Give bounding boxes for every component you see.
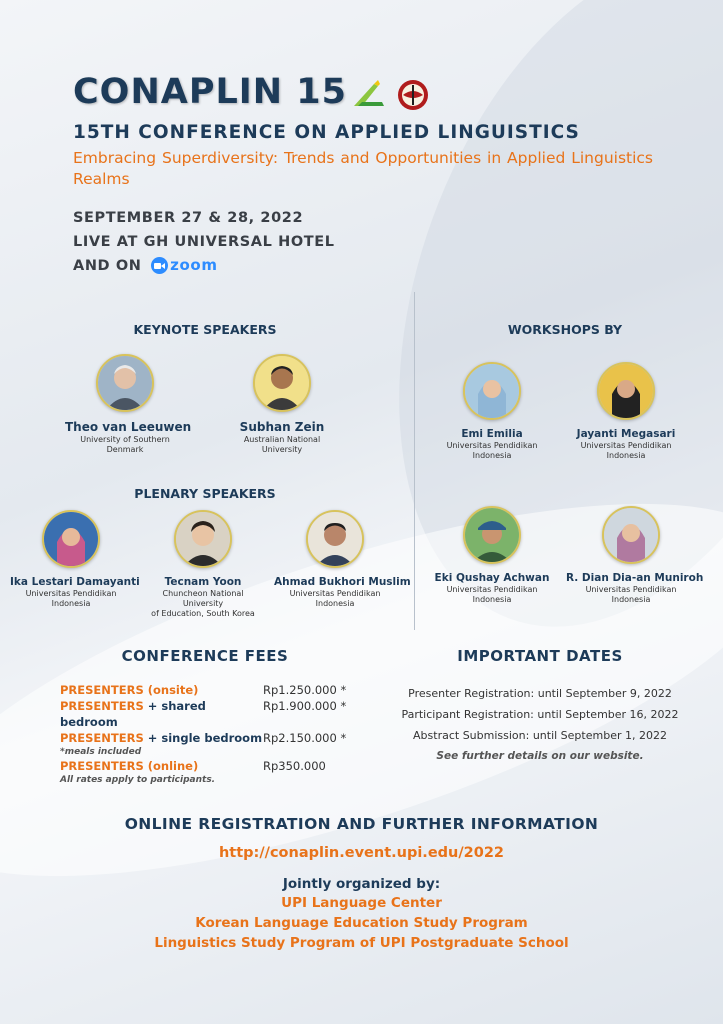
speaker-card — [65, 354, 192, 455]
organizer-item: UPI Language Center — [281, 895, 442, 911]
fee-amount: Rp1.900.000 * — [263, 699, 347, 713]
speaker-name: Jayanti Megasari — [576, 428, 676, 440]
fee-row: PRESENTERS (online) Rp350.000 — [60, 759, 326, 773]
meals-note: *meals included — [60, 747, 142, 757]
speaker-affiliation: Universitas Pendidikan Indonesia — [25, 589, 117, 608]
speaker-name: R. Dian Dia-an Muniroh — [566, 572, 704, 584]
speaker-name: Emi Emilia — [461, 428, 523, 440]
page-title: CONAPLIN 15 — [73, 72, 347, 112]
speaker-name: Subhan Zein — [239, 420, 325, 434]
speaker-affiliation: Chuncheon National University of Education, South Korea — [151, 589, 255, 618]
speaker-card — [222, 354, 342, 455]
speaker-name: Ika Lestari Damayanti — [10, 576, 140, 588]
fee-row: PRESENTERS + single bedroom Rp2.150.000 * — [60, 731, 347, 745]
speaker-name: Theo van Leeuwen — [65, 420, 192, 434]
speaker-photo — [174, 510, 232, 568]
conference-logo-icon — [352, 78, 386, 108]
important-dates-list — [390, 683, 690, 767]
keynote-heading: KEYNOTE SPEAKERS — [133, 322, 277, 337]
speaker-card — [142, 510, 264, 619]
website-note: See further details on our website. — [436, 750, 644, 762]
speaker-affiliation: University of Southern Denmark — [80, 435, 170, 454]
date-item: Participant Registration: until September 16, 2022 — [401, 708, 679, 721]
speaker-name: Ahmad Bukhori Muslim — [274, 576, 411, 588]
speaker-affiliation: Universitas Pendidikan Indonesia — [580, 441, 672, 460]
fee-amount: Rp2.150.000 * — [263, 731, 347, 745]
fee-amount: Rp350.000 — [263, 759, 326, 773]
organizers-heading: Jointly organized by: — [282, 876, 441, 892]
speaker-photo — [597, 362, 655, 420]
zoom-label: zoom — [170, 256, 218, 274]
online-prefix: AND ON — [73, 257, 142, 274]
speaker-affiliation: Universitas Pendidikan Indonesia — [289, 589, 381, 608]
speaker-card — [432, 506, 552, 605]
speaker-card — [566, 362, 686, 461]
speaker-affiliation: Universitas Pendidikan Indonesia — [585, 585, 677, 604]
date-item: Presenter Registration: until September 9, 2022 — [408, 687, 672, 700]
fees-heading: CONFERENCE FEES — [121, 647, 289, 665]
event-date: SEPTEMBER 27 & 28, 2022 — [73, 210, 304, 226]
organizer-item: Korean Language Education Study Program — [195, 915, 528, 931]
speaker-name: Tecnam Yoon — [164, 576, 242, 588]
speaker-photo — [253, 354, 311, 412]
section-divider — [414, 292, 415, 630]
zoom-logo — [151, 254, 217, 278]
zoom-camera-icon — [151, 257, 168, 274]
speaker-photo — [96, 354, 154, 412]
speaker-photo — [306, 510, 364, 568]
event-venue: LIVE AT GH UNIVERSAL HOTEL — [73, 233, 335, 250]
registration-heading: ONLINE REGISTRATION AND FURTHER INFORMATION — [124, 815, 599, 833]
speaker-affiliation: Universitas Pendidikan Indonesia — [446, 585, 538, 604]
speaker-photo — [463, 506, 521, 564]
speaker-card — [274, 510, 411, 609]
speaker-card — [432, 362, 552, 461]
upi-logo-icon — [397, 79, 429, 111]
event-online — [73, 254, 335, 278]
speaker-photo — [463, 362, 521, 420]
speaker-affiliation: Australian National University — [243, 435, 321, 454]
fee-amount: Rp1.250.000 * — [263, 683, 347, 697]
speaker-photo — [602, 506, 660, 564]
date-item: Abstract Submission: until September 1, 2022 — [413, 729, 667, 742]
speaker-photo — [42, 510, 100, 568]
conference-subtitle: 15TH CONFERENCE ON APPLIED LINGUISTICS — [73, 122, 580, 143]
speaker-card — [10, 510, 140, 609]
speaker-name: Eki Qushay Achwan — [434, 572, 550, 584]
registration-link[interactable]: http://conaplin.event.upi.edu/2022 — [218, 845, 505, 861]
fee-row: PRESENTERS (onsite) Rp1.250.000 * — [60, 683, 347, 697]
conference-theme: Embracing Superdiversity: Trends and Opportunities in Applied Linguistics Realms — [73, 149, 653, 188]
rates-note: All rates apply to participants. — [60, 775, 216, 785]
event-info — [73, 207, 335, 278]
speaker-card — [566, 506, 704, 605]
fees-table — [60, 682, 350, 786]
organizer-item: Linguistics Study Program of UPI Postgraduate School — [154, 935, 569, 951]
workshops-heading: WORKSHOPS BY — [507, 322, 623, 337]
plenary-heading: PLENARY SPEAKERS — [134, 486, 276, 501]
speaker-affiliation: Universitas Pendidikan Indonesia — [446, 441, 538, 460]
fee-row: PRESENTERS + shared bedroom Rp1.900.000 * — [60, 699, 347, 729]
important-dates-heading: IMPORTANT DATES — [457, 647, 623, 665]
